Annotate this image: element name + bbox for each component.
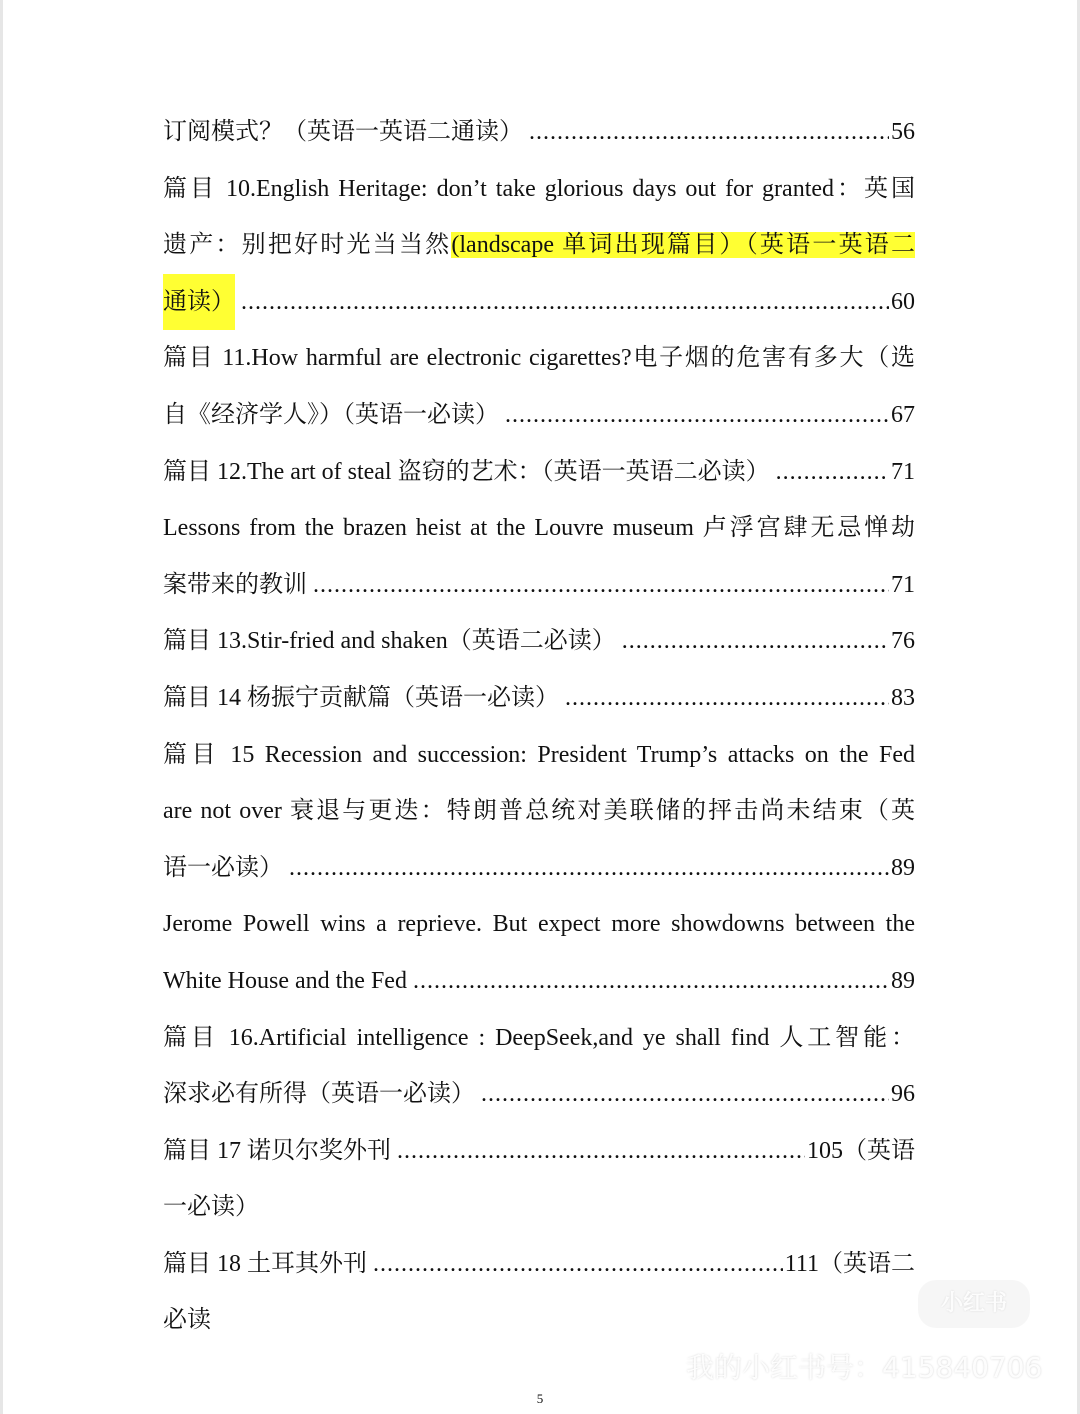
toc-entry-18[interactable] bbox=[163, 1236, 915, 1293]
dot-leader bbox=[413, 953, 889, 1010]
toc-entry-10-end[interactable] bbox=[163, 274, 915, 331]
toc-page-number: 111 bbox=[784, 1250, 819, 1277]
toc-entry-18-end[interactable] bbox=[163, 1292, 915, 1349]
toc-entry-title: 深求必有所得（英语一必读） bbox=[163, 1081, 475, 1108]
toc-entry-title: 案带来的教训 bbox=[163, 571, 307, 598]
toc-entry-10-line-1[interactable] bbox=[163, 161, 915, 218]
toc-entry-title: 篇目 18 土耳其外刊 bbox=[163, 1250, 367, 1277]
dot-leader bbox=[565, 670, 889, 727]
toc-entry-text: 遗产：别把好时光当当然 bbox=[163, 232, 452, 259]
toc-entry-11-end[interactable] bbox=[163, 387, 915, 444]
toc-entry-text: Lessons from the brazen heist at the Louvre museum 卢浮宫肆无忌惮劫 bbox=[163, 515, 915, 542]
page-edge-left bbox=[0, 0, 3, 1414]
toc-entry-title: 订阅模式？（英语一英语二通读） bbox=[163, 119, 523, 145]
toc-entry-title: White House and the Fed bbox=[163, 967, 407, 994]
dot-leader bbox=[622, 613, 889, 670]
toc-entry-text: 篇目 16.Artificial intelligence : DeepSeek,and ye shall find 人工智能： bbox=[163, 1024, 915, 1051]
account-id-watermark: 我的小红书号：415840706 bbox=[686, 1351, 1043, 1384]
toc-page-number: 56 bbox=[891, 119, 915, 145]
toc-entry-17[interactable] bbox=[163, 1123, 915, 1180]
toc-entry-text: Jerome Powell wins a reprieve. But expect more showdowns between the bbox=[163, 911, 915, 938]
toc-subentry-15-line-1[interactable] bbox=[163, 896, 915, 953]
toc-entry-title: 语一必读） bbox=[163, 854, 283, 881]
toc-entry-15-end[interactable] bbox=[163, 840, 915, 897]
toc-entry-10-line-2[interactable] bbox=[163, 217, 915, 274]
toc-entry-14[interactable] bbox=[163, 670, 915, 727]
toc-entry-9-end[interactable] bbox=[163, 104, 915, 161]
toc-entry-15-line-1[interactable] bbox=[163, 727, 915, 784]
toc-entry-tail: （英语 bbox=[843, 1137, 915, 1164]
toc-entry-text: 篇目 11.How harmful are electronic cigarettes?电子烟的危害有多大（选 bbox=[163, 345, 915, 372]
dot-leader bbox=[505, 387, 889, 444]
toc-entry-title: 篇目 12.The art of steal 盗窃的艺术：（英语一英语二必读） bbox=[163, 458, 770, 485]
toc-subentry-12-end[interactable] bbox=[163, 557, 915, 614]
toc-entry-title: 篇目 14 杨振宁贡献篇（英语一必读） bbox=[163, 684, 559, 711]
toc-page-number: 89 bbox=[891, 967, 915, 994]
toc-entry-15-line-2[interactable] bbox=[163, 783, 915, 840]
dot-leader bbox=[529, 104, 889, 161]
toc-entry-text: 篇目 15 Recession and succession: President Trump’s attacks on the Fed bbox=[163, 741, 915, 768]
toc-subentry-12-line-1[interactable] bbox=[163, 500, 915, 557]
toc-entry-17-end[interactable] bbox=[163, 1179, 915, 1236]
highlighted-text: (landscape 单词出现篇目）（英语一英语二 bbox=[451, 232, 915, 259]
toc-entry-12[interactable] bbox=[163, 444, 915, 501]
toc-page-number: 105 bbox=[807, 1137, 843, 1164]
toc-entry-title: 自《经济学人》）（英语一必读） bbox=[163, 401, 499, 428]
highlighted-text: 通读） bbox=[163, 274, 235, 331]
toc-page-number: 71 bbox=[891, 458, 915, 485]
dot-leader bbox=[397, 1123, 805, 1180]
toc-entry-16-end[interactable] bbox=[163, 1066, 915, 1123]
toc-entry-tail: （英语二 bbox=[819, 1250, 915, 1277]
toc-page-number: 83 bbox=[891, 684, 915, 711]
toc-entry-11-line-1[interactable] bbox=[163, 330, 915, 387]
toc-page-number: 60 bbox=[891, 288, 915, 315]
xiaohongshu-logo-watermark: 小红书 bbox=[918, 1280, 1030, 1328]
dot-leader bbox=[481, 1066, 889, 1123]
toc-entry-text: 必读 bbox=[163, 1307, 211, 1334]
toc-entry-title: 篇目 17 诺贝尔奖外刊 bbox=[163, 1137, 391, 1164]
toc-subentry-15-end[interactable] bbox=[163, 953, 915, 1010]
dot-leader bbox=[373, 1236, 783, 1293]
dot-leader bbox=[313, 557, 889, 614]
toc-page-number: 89 bbox=[891, 854, 915, 881]
toc-entry-text: are not over 衰退与更迭：特朗普总统对美联储的抨击尚未结束（英 bbox=[163, 798, 915, 825]
page-number: 5 bbox=[536, 1391, 544, 1406]
toc-entry-text: 篇目 10.English Heritage: don’t take glorious days out for granted：英国 bbox=[163, 175, 915, 202]
toc-page-number: 96 bbox=[891, 1081, 915, 1108]
toc-page-number: 71 bbox=[891, 571, 915, 598]
dot-leader bbox=[776, 444, 889, 501]
toc-entry-text: 一必读） bbox=[163, 1194, 259, 1221]
table-of-contents bbox=[163, 104, 915, 1349]
toc-page-number: 67 bbox=[891, 401, 915, 428]
toc-entry-13[interactable] bbox=[163, 613, 915, 670]
dot-leader bbox=[289, 840, 889, 897]
dot-leader bbox=[241, 274, 889, 331]
toc-entry-16-line-1[interactable] bbox=[163, 1010, 915, 1067]
toc-entry-title: 篇目 13.Stir-fried and shaken（英语二必读） bbox=[163, 628, 616, 655]
toc-page-number: 76 bbox=[891, 628, 915, 655]
